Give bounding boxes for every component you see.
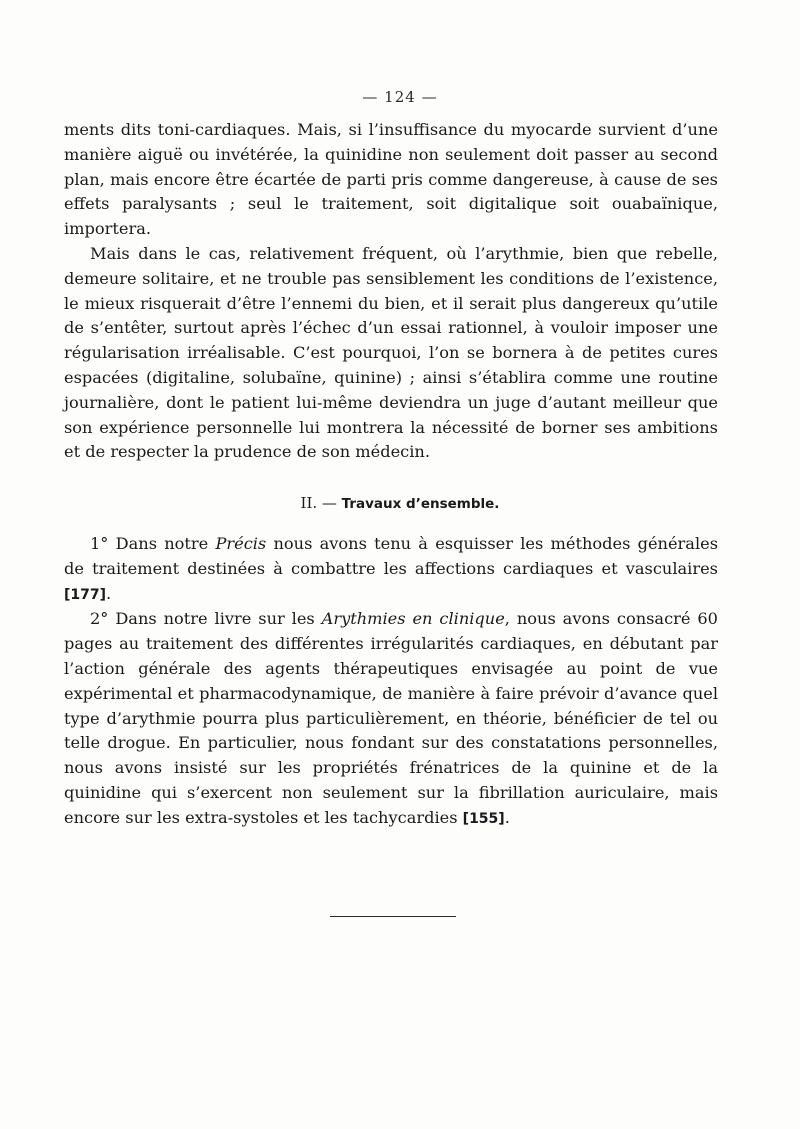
section-numeral: II. — (300, 494, 337, 512)
item-number: 2° (90, 609, 109, 629)
item-end: . (504, 807, 510, 827)
list-item-2 (64, 607, 718, 831)
item-text: nous avons tenu à esquisser les méthodes générales de traitement destinées à combattre les affections cardiaques et vasculaires (64, 534, 719, 578)
page-number: — 124 — (362, 88, 438, 106)
section-text-block (64, 532, 718, 832)
book-title-arythmies: Arythmies en clinique (321, 609, 505, 629)
item-text: Dans notre livre sur les (108, 609, 322, 629)
intro-paragraph-2: Mais dans le cas, relativement fréquent, où l’arythmie, bien que rebelle, demeure solitaire, et ne trouble pas sensiblement les conditions de l’existence, le mieux risquerait d’être l’ennemi du bien, et il serait plus dangereux qu’utile de s’entêter, surtout après l’échec d’un essai rationnel, à vouloir imposer une régularisation irréalisable. C’est pourquoi, l’on se bornera à de petites cures espacées (digitaline, solubaïne, quinine) ; ainsi s’établira comme une routine journalière, dont le patient lui-même deviendra un juge d’autant meilleur que son expérience personnelle lui montrera la nécessité de borner ses ambitions et de respecter la prudence de son médecin. (64, 243, 718, 462)
section-title: Travaux d’ensemble. (341, 496, 500, 512)
item-text: Dans notre (108, 534, 216, 553)
item-end: . (106, 583, 112, 603)
reference-177: [177] (64, 586, 107, 603)
intro-text-block (64, 118, 718, 465)
book-title-precis: Précis (215, 534, 267, 553)
section-heading (0, 494, 800, 512)
item-text: , nous avons consacré 60 pages au traitement des différentes irrégularités cardiaques, en débutant par l’action générale des agents thérapeutiques envisagée au point de vue expérimental et pharmacodynamique, de manière à faire prévoir d’avance quel type d’arythmie pourra plus particulièrement, en théorie, bénéficier de tel ou telle drogue. En particulier, nous fondant sur des constatations personnelles, nous avons insisté sur les propriétés frénatrices de la quinine et de la quinidine qui s’exercent non seulement sur la fibrillation auriculaire, mais encore sur les extra-systoles et les tachycardies (64, 609, 718, 827)
list-item-1 (64, 532, 718, 607)
end-rule-divider (330, 916, 456, 917)
item-number: 1° (90, 534, 109, 553)
intro-paragraph-1: ments dits toni-cardiaques. Mais, si l’insuffisance du myocarde survient d’une manière aiguë ou invétérée, la quinidine non seulement doit passer au second plan, mais encore être écartée de parti pris comme dangereuse, à cause de ses effets paralysants ; seul le traitement, soit digitalique soit ouabaïnique, importera. (64, 120, 718, 239)
reference-155: [155] (462, 810, 505, 827)
